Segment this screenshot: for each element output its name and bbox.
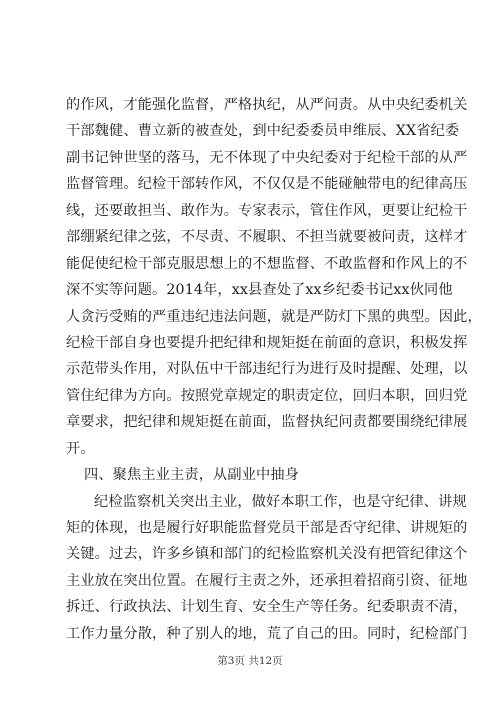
text-line: 人贪污受贿的严重违纪违法问题，就是严防灯下黑的典型。因此， <box>66 308 482 325</box>
text-line: 示范带头作用，对队伍中干部违纪行为进行及时提醒、处理，以 <box>66 361 468 378</box>
text-line-paragraph-end: 开。 <box>66 440 95 457</box>
page-number-label: 第3页 共12页 <box>217 655 283 667</box>
text-line: 纪检干部自身也要提升把纪律和规矩挺在前面的意识，积极发挥 <box>66 334 468 351</box>
text-line: 能促使纪检干部克服思想上的不想监督、不敢监督和作风上的不 <box>66 255 468 272</box>
text-line: 部绷紧纪律之弦，不尽责、不履职、不担当就要被问责，这样才 <box>66 229 468 246</box>
text-line: 深不实等问题。2014年，xx县查处了xx乡纪委书记xx伙同他 <box>66 282 453 299</box>
text-line-paragraph-start: 纪检监察机关突出主业，做好本职工作，也是守纪律、讲规 <box>94 493 467 510</box>
document-body <box>66 92 482 647</box>
text-line: 矩的体现，也是履行好职能监督党员干部是否守纪律、讲规矩的 <box>66 520 468 536</box>
section-heading: 四、聚焦主业主责，从副业中抽身 <box>84 467 300 484</box>
text-line: 关键。过去，许多乡镇和部门的纪检监察机关没有把管纪律这个 <box>66 546 468 563</box>
text-line: 的作风，才能强化监督，严格执纪，从严问责。从中央纪委机关 <box>66 97 468 113</box>
text-line: 主业放在突出位置。在履行主责之外，还承担着招商引资、征地 <box>66 572 468 589</box>
text-line: 干部魏健、曹立新的被查处，到中纪委委员申维辰、XX省纪委 <box>66 123 460 140</box>
text-line: 管住纪律为方向。按照党章规定的职责定位，回归本职，回归党 <box>66 387 468 404</box>
text-line: 章要求，把纪律和规矩挺在前面，监督执纪问责都要围绕纪律展 <box>66 414 468 431</box>
page-footer <box>0 653 500 668</box>
text-line: 线，还要敢担当、敢作为。专家表示，管住作风，更要让纪检干 <box>66 202 468 219</box>
text-line: 工作力量分散，种了别人的地，荒了自己的田。同时，纪检部门 <box>66 625 468 642</box>
text-line: 监督管理。纪检干部转作风，不仅仅是不能碰触带电的纪律高压 <box>66 176 468 193</box>
text-line: 副书记钟世坚的落马，无不体现了中央纪委对于纪检干部的从严 <box>66 149 468 166</box>
text-line: 拆迁、行政执法、计划生育、安全生产等任务。纪委职责不清， <box>66 599 468 616</box>
